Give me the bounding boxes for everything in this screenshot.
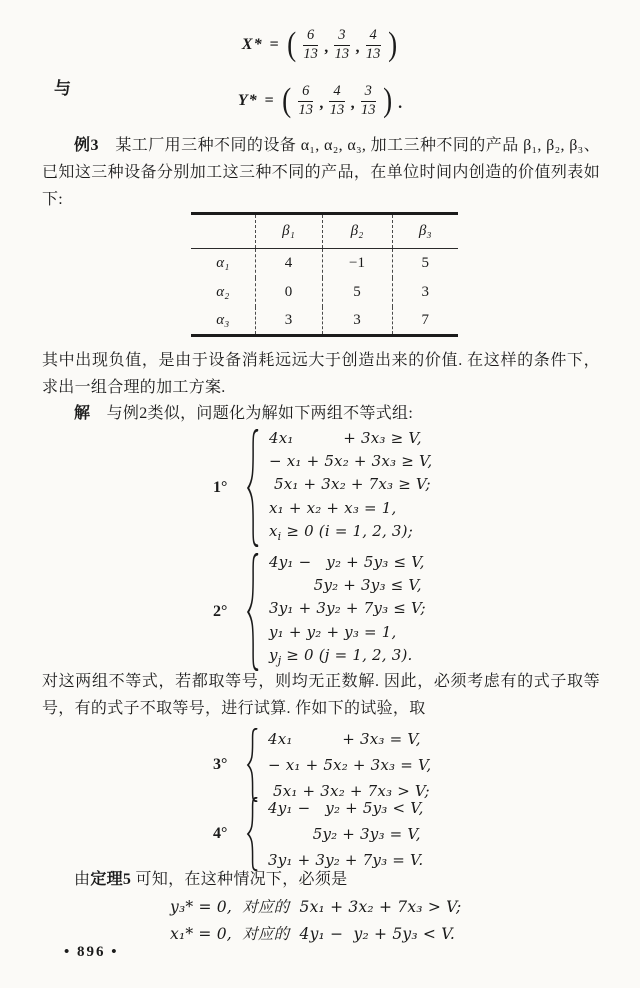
solution-paragraph xyxy=(42,400,600,427)
equation-line: − x₁ + 5x₂ + 3x₃ ≥ V, xyxy=(269,452,433,471)
theorem-label: 定理5 xyxy=(90,871,132,888)
negative-value-paragraph: 其中出现负值，是由于设备消耗远远大于创造出来的价值. 在这样的条件下，求出一组合理的加工方案. xyxy=(42,352,600,396)
equation-line: 3y₁ + 3y₂ + 7y₃ ≤ V; xyxy=(269,599,426,618)
equation-line: 3y₁ + 3y₂ + 7y₃ = V. xyxy=(268,851,424,869)
page-number: • 896 • xyxy=(64,944,119,960)
equation-line: 5x₁ + 3x₂ + 7x₃ > V; xyxy=(268,782,430,800)
equals-sign: = xyxy=(269,36,279,54)
equation-line: 5y₂ + 3y₃ ≤ V, xyxy=(269,576,422,595)
equation-line: 4y₁ − y₂ + 5y₃ < V, xyxy=(268,799,424,817)
fraction: $\frac{6}{13}$ xyxy=(303,27,318,62)
row-label-alpha3: α₃ xyxy=(216,311,230,328)
cell: 0 xyxy=(255,278,322,307)
system-2-label: 2° xyxy=(213,602,228,620)
inequality-system-2 xyxy=(213,551,426,672)
formula-y-star xyxy=(0,84,640,119)
fraction: $\frac{3}{13}$ xyxy=(334,27,350,62)
system-4-label: 4° xyxy=(213,825,228,842)
equation-list xyxy=(269,427,432,548)
empty-corner-cell xyxy=(191,214,255,249)
solution-text: 与例2类似，问题化为解如下两组不等式组: xyxy=(90,405,414,422)
example-paragraph xyxy=(42,132,600,213)
equation-system-4 xyxy=(213,795,424,873)
table-header-row xyxy=(191,214,458,249)
equation-line: x₁ + x₂ + x₃ = 1, xyxy=(269,498,397,517)
fraction: $\frac{4}{13}$ xyxy=(365,27,381,62)
col-header-beta2: β₂ xyxy=(322,214,392,249)
fraction: $\frac{4}{13}$ xyxy=(329,83,345,118)
equation-line: y₁ + y₂ + y₃ = 1, xyxy=(269,622,397,641)
equation-line: 5y₂ + 3y₃ = V, xyxy=(268,825,421,843)
conclusion-line-1: y₃* = 0, 对应的 5x₁ + 3x₂ + 7x₃ > V; xyxy=(170,898,462,916)
conclusion-line-2: x₁* = 0, 对应的 4y₁ − y₂ + 5y₃ < V. xyxy=(170,925,456,943)
example-label: 例3 xyxy=(74,137,99,154)
theorem-post: 可知，在这种情况下，必须是 xyxy=(131,871,348,888)
trial-paragraph: 对这两组不等式，若都取等号，则均无正数解. 因此，必须考虑有的式子取等号，有的式子不取等号，进行试算. 作如下的试验，取 xyxy=(42,673,600,717)
comma: , xyxy=(319,94,324,112)
cell: 3 xyxy=(255,307,322,336)
formula-x-star xyxy=(0,28,640,63)
theorem-paragraph xyxy=(42,866,600,893)
open-paren: ( xyxy=(281,82,291,120)
fraction: $\frac{6}{13}$ xyxy=(298,83,313,118)
cell: 5 xyxy=(392,249,458,278)
equation-line: 4x₁ + 3x₃ ≥ V, xyxy=(269,429,422,447)
row-label-alpha2: α₂ xyxy=(216,283,230,300)
col-header-beta3: β₃ xyxy=(392,214,458,249)
comma: , xyxy=(324,38,329,56)
equation-line: $x_i \ge 0$ (i = 1, 2, 3); xyxy=(269,521,413,543)
comma: , xyxy=(350,94,355,112)
open-paren: ( xyxy=(286,26,296,64)
x-star-symbol: X* xyxy=(241,36,263,54)
equation-line: 4x₁ + 3x₃ = V, xyxy=(268,730,421,748)
close-paren: ) xyxy=(382,82,393,120)
left-brace-icon xyxy=(245,429,260,547)
left-brace-icon xyxy=(245,797,259,871)
equals-sign: = xyxy=(264,92,274,110)
cell: −1 xyxy=(322,249,392,278)
table-row xyxy=(191,278,458,307)
left-brace-icon xyxy=(245,728,259,802)
equation-list xyxy=(268,726,431,804)
system-3-label: 3° xyxy=(213,756,228,773)
close-paren: ) xyxy=(387,26,397,64)
period: . xyxy=(398,94,403,112)
equation-line: − x₁ + 5x₂ + 3x₃ = V, xyxy=(268,756,432,774)
equation-line: $y_j \ge 0$ (j = 1, 2, 3). xyxy=(269,645,413,667)
cell: 3 xyxy=(392,278,458,307)
equation-list xyxy=(268,795,424,873)
equation-line: 5x₁ + 3x₂ + 7x₃ ≥ V; xyxy=(269,475,431,494)
equation-list xyxy=(269,551,426,672)
y-star-symbol: Y* xyxy=(237,92,258,110)
example-text: 某工厂用三种不同的设备 α₁, α₂, α₃, 加工三种不同的产品 β₁, β₂, β₃、 已知这三种设备分别加工这三种不同的产品，在单位时间内创造的价值列表如下: xyxy=(42,137,600,208)
row-label-alpha1: α₁ xyxy=(216,254,230,271)
equation-line: 4y₁ − y₂ + 5y₃ ≤ V, xyxy=(269,553,425,571)
solution-label: 解 xyxy=(74,405,91,422)
table-row xyxy=(191,249,458,278)
cell: 4 xyxy=(255,249,322,278)
comma: , xyxy=(355,38,360,56)
table-row xyxy=(191,307,458,336)
equation-system-3 xyxy=(213,726,431,804)
theorem-pre: 由 xyxy=(74,871,91,888)
left-brace-icon xyxy=(245,553,260,671)
col-header-beta1: β₁ xyxy=(255,214,322,249)
cell: 5 xyxy=(322,278,392,307)
connector-word: 与 xyxy=(54,79,71,98)
cell: 7 xyxy=(392,307,458,336)
inequality-system-1 xyxy=(213,427,432,548)
cell: 3 xyxy=(322,307,392,336)
system-1-label: 1° xyxy=(213,478,228,496)
value-table xyxy=(191,212,458,337)
fraction: $\frac{3}{13}$ xyxy=(360,83,376,118)
